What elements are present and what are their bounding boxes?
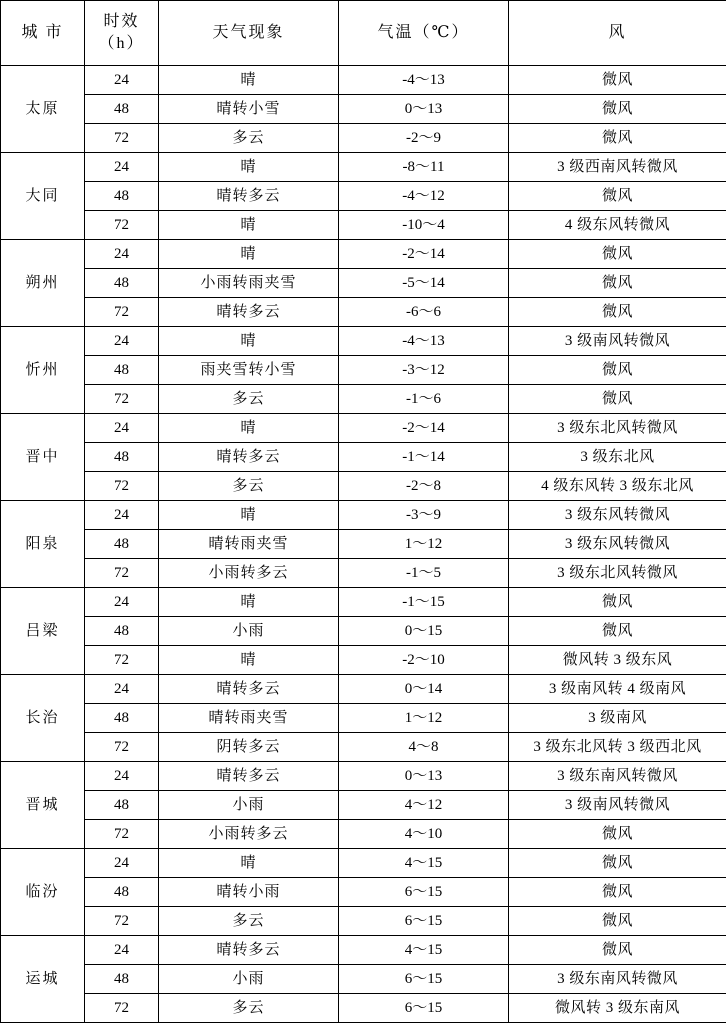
phenomenon-cell: 晴转小雪 [159,95,339,124]
phenomenon-cell: 晴 [159,414,339,443]
hour-cell: 72 [85,646,159,675]
wind-cell: 微风 [509,356,726,385]
table-row [1,704,726,733]
phenomenon-cell: 晴 [159,66,339,95]
table-row [1,95,726,124]
wind-cell: 微风 [509,182,726,211]
wind-cell: 微风 [509,936,726,965]
temperature-cell: 4～8 [339,733,509,762]
hour-cell: 72 [85,385,159,414]
table-row [1,327,726,356]
city-cell: 晋中 [1,414,85,501]
table-row [1,588,726,617]
hour-cell: 72 [85,994,159,1023]
phenomenon-cell: 晴 [159,849,339,878]
wind-cell: 3 级东北风转 3 级西北风 [509,733,726,762]
table-row [1,559,726,588]
table-row [1,443,726,472]
phenomenon-cell: 小雨转多云 [159,820,339,849]
wind-cell: 3 级东风转微风 [509,501,726,530]
phenomenon-cell: 小雨转多云 [159,559,339,588]
phenomenon-cell: 多云 [159,907,339,936]
table-row [1,675,726,704]
wind-cell: 微风 [509,820,726,849]
wind-cell: 微风 [509,66,726,95]
wind-cell: 微风 [509,849,726,878]
temperature-cell: -2～10 [339,646,509,675]
column-header-hour-line1: 时效 [85,11,158,33]
wind-cell: 微风 [509,617,726,646]
table-header [1,1,726,66]
phenomenon-cell: 晴 [159,240,339,269]
phenomenon-cell: 晴 [159,588,339,617]
hour-cell: 72 [85,820,159,849]
hour-cell: 24 [85,66,159,95]
phenomenon-cell: 小雨 [159,791,339,820]
phenomenon-cell: 晴转雨夹雪 [159,530,339,559]
wind-cell: 3 级南风转微风 [509,327,726,356]
hour-cell: 72 [85,211,159,240]
phenomenon-cell: 多云 [159,385,339,414]
city-cell: 临汾 [1,849,85,936]
temperature-cell: 4～10 [339,820,509,849]
table-row [1,298,726,327]
wind-cell: 微风 [509,124,726,153]
phenomenon-cell: 阴转多云 [159,733,339,762]
hour-cell: 24 [85,588,159,617]
wind-cell: 微风 [509,95,726,124]
temperature-cell: -2～8 [339,472,509,501]
wind-cell: 微风 [509,385,726,414]
table-body [1,66,726,1023]
city-cell: 吕梁 [1,588,85,675]
wind-cell: 3 级南风 [509,704,726,733]
table-row [1,124,726,153]
temperature-cell: -4～12 [339,182,509,211]
column-header-wind: 风 [509,1,726,66]
column-header-hour [85,1,159,66]
city-cell: 大同 [1,153,85,240]
phenomenon-cell: 晴转多云 [159,675,339,704]
wind-cell: 3 级东风转微风 [509,530,726,559]
column-header-hour-line2: （h） [85,33,158,55]
phenomenon-cell: 晴转多云 [159,182,339,211]
phenomenon-cell: 晴 [159,153,339,182]
phenomenon-cell: 晴 [159,501,339,530]
temperature-cell: -1～6 [339,385,509,414]
phenomenon-cell: 晴转雨夹雪 [159,704,339,733]
table-header-row [1,1,726,66]
hour-cell: 72 [85,559,159,588]
phenomenon-cell: 多云 [159,472,339,501]
wind-cell: 3 级东北风转微风 [509,414,726,443]
wind-cell: 微风转 3 级东风 [509,646,726,675]
phenomenon-cell: 晴转多云 [159,762,339,791]
temperature-cell: -4～13 [339,327,509,356]
city-cell: 朔州 [1,240,85,327]
hour-cell: 72 [85,472,159,501]
phenomenon-cell: 雨夹雪转小雪 [159,356,339,385]
temperature-cell: 4～15 [339,936,509,965]
hour-cell: 24 [85,414,159,443]
table-row [1,240,726,269]
phenomenon-cell: 多云 [159,124,339,153]
phenomenon-cell: 晴转多云 [159,298,339,327]
phenomenon-cell: 多云 [159,994,339,1023]
hour-cell: 72 [85,907,159,936]
temperature-cell: 6～15 [339,965,509,994]
city-cell: 运城 [1,936,85,1023]
temperature-cell: -2～14 [339,414,509,443]
temperature-cell: 4～15 [339,849,509,878]
table-row [1,617,726,646]
hour-cell: 24 [85,762,159,791]
table-row [1,472,726,501]
table-row [1,994,726,1023]
hour-cell: 24 [85,327,159,356]
phenomenon-cell: 小雨 [159,617,339,646]
hour-cell: 48 [85,182,159,211]
table-row [1,791,726,820]
table-row [1,646,726,675]
city-cell: 阳泉 [1,501,85,588]
wind-cell: 4 级东风转微风 [509,211,726,240]
table-row [1,66,726,95]
temperature-cell: -5～14 [339,269,509,298]
wind-cell: 微风 [509,269,726,298]
table-row [1,530,726,559]
table-row [1,356,726,385]
phenomenon-cell: 晴转多云 [159,443,339,472]
table-row [1,414,726,443]
wind-cell: 3 级东北风转微风 [509,559,726,588]
city-cell: 忻州 [1,327,85,414]
table-row [1,211,726,240]
hour-cell: 48 [85,530,159,559]
phenomenon-cell: 晴转多云 [159,936,339,965]
temperature-cell: -1～15 [339,588,509,617]
city-cell: 长治 [1,675,85,762]
table-row [1,849,726,878]
wind-cell: 3 级东南风转微风 [509,965,726,994]
temperature-cell: 1～12 [339,530,509,559]
hour-cell: 24 [85,936,159,965]
temperature-cell: 6～15 [339,994,509,1023]
hour-cell: 24 [85,153,159,182]
temperature-cell: -6～6 [339,298,509,327]
temperature-cell: -1～5 [339,559,509,588]
wind-cell: 微风 [509,907,726,936]
phenomenon-cell: 晴 [159,211,339,240]
phenomenon-cell: 晴 [159,646,339,675]
table-row [1,501,726,530]
hour-cell: 48 [85,791,159,820]
temperature-cell: -1～14 [339,443,509,472]
temperature-cell: -2～14 [339,240,509,269]
hour-cell: 72 [85,124,159,153]
hour-cell: 48 [85,443,159,472]
table-row [1,965,726,994]
hour-cell: 48 [85,878,159,907]
hour-cell: 72 [85,733,159,762]
phenomenon-cell: 晴转小雨 [159,878,339,907]
column-header-phenomenon: 天气现象 [159,1,339,66]
temperature-cell: -8～11 [339,153,509,182]
wind-cell: 3 级南风转 4 级南风 [509,675,726,704]
city-cell: 太原 [1,66,85,153]
wind-cell: 微风 [509,240,726,269]
wind-cell: 4 级东风转 3 级东北风 [509,472,726,501]
table-row [1,733,726,762]
hour-cell: 72 [85,298,159,327]
wind-cell: 微风 [509,298,726,327]
column-header-temperature: 气温（℃） [339,1,509,66]
temperature-cell: -4～13 [339,66,509,95]
table-row [1,936,726,965]
wind-cell: 微风 [509,588,726,617]
hour-cell: 48 [85,704,159,733]
table-row [1,907,726,936]
temperature-cell: 0～14 [339,675,509,704]
hour-cell: 48 [85,965,159,994]
table-row [1,878,726,907]
temperature-cell: 0～15 [339,617,509,646]
hour-cell: 24 [85,849,159,878]
table-row [1,762,726,791]
temperature-cell: -10～4 [339,211,509,240]
phenomenon-cell: 小雨 [159,965,339,994]
temperature-cell: -3～9 [339,501,509,530]
temperature-cell: 0～13 [339,95,509,124]
wind-cell: 3 级东北风 [509,443,726,472]
hour-cell: 48 [85,356,159,385]
table-row [1,269,726,298]
wind-cell: 3 级东南风转微风 [509,762,726,791]
wind-cell: 微风 [509,878,726,907]
phenomenon-cell: 小雨转雨夹雪 [159,269,339,298]
city-cell: 晋城 [1,762,85,849]
column-header-city: 城 市 [1,1,85,66]
temperature-cell: -3～12 [339,356,509,385]
temperature-cell: 6～15 [339,907,509,936]
hour-cell: 24 [85,675,159,704]
temperature-cell: 0～13 [339,762,509,791]
table-row [1,385,726,414]
table-row [1,182,726,211]
table-row [1,820,726,849]
wind-cell: 3 级南风转微风 [509,791,726,820]
hour-cell: 24 [85,501,159,530]
phenomenon-cell: 晴 [159,327,339,356]
temperature-cell: -2～9 [339,124,509,153]
hour-cell: 48 [85,269,159,298]
hour-cell: 24 [85,240,159,269]
table-row [1,153,726,182]
temperature-cell: 1～12 [339,704,509,733]
hour-cell: 48 [85,95,159,124]
temperature-cell: 4～12 [339,791,509,820]
wind-cell: 微风转 3 级东南风 [509,994,726,1023]
hour-cell: 48 [85,617,159,646]
temperature-cell: 6～15 [339,878,509,907]
wind-cell: 3 级西南风转微风 [509,153,726,182]
